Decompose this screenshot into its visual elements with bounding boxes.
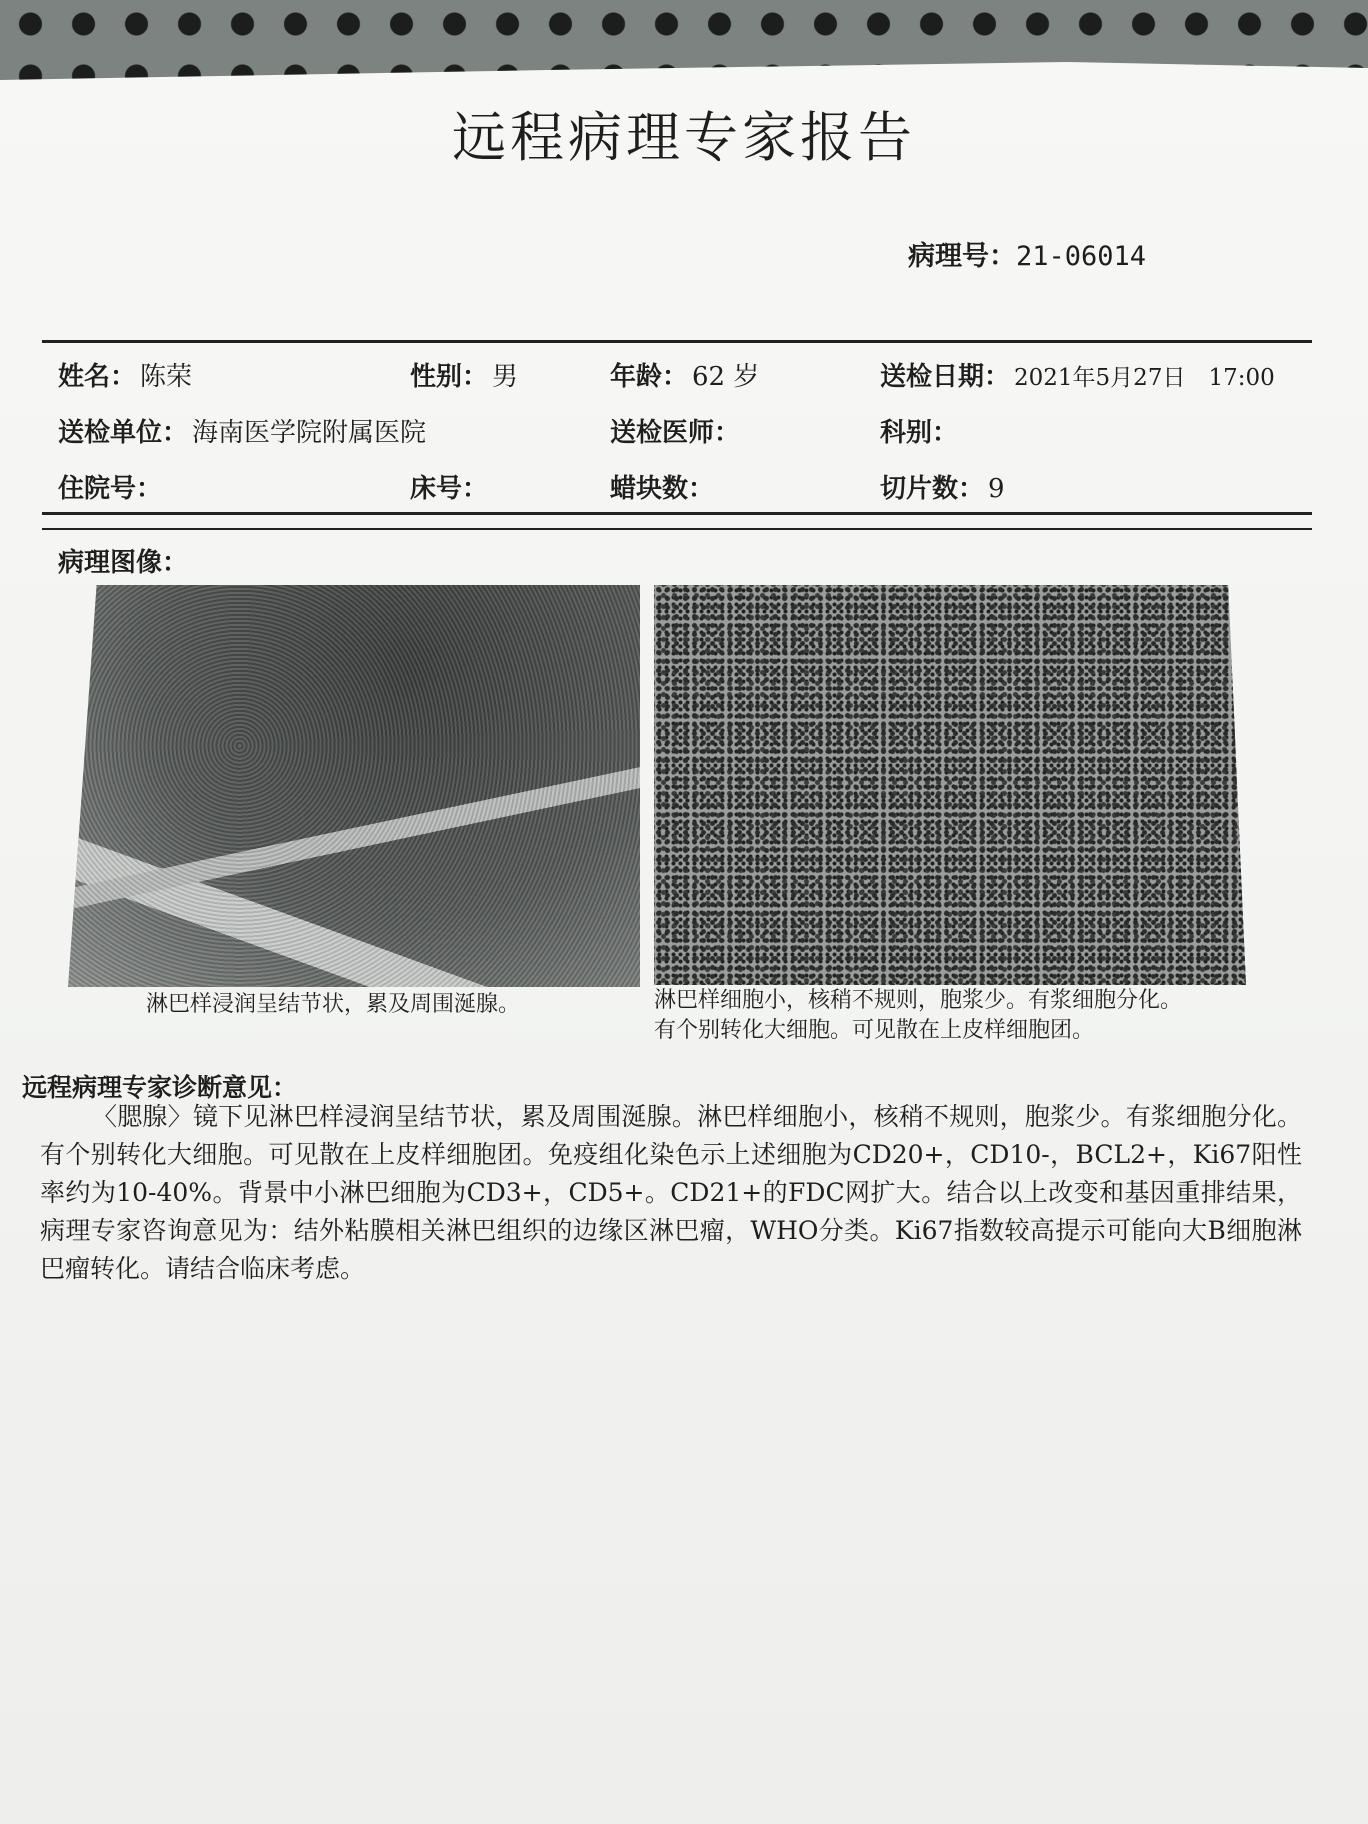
field-slides: [880, 468, 1005, 505]
field-blocks: [610, 468, 718, 505]
field-name-label: 姓名：: [58, 362, 137, 392]
field-doctor-label: 送检医师：: [610, 418, 741, 448]
field-unit-label: 送检单位：: [58, 418, 189, 448]
header-rule-top: [42, 340, 1312, 343]
header-rule-middle: [42, 512, 1312, 515]
pathology-number: [908, 234, 1146, 273]
right-image-caption-line2: 有个别转化大细胞。可见散在上皮样细胞团。: [654, 1018, 1095, 1043]
field-age-value: 62 岁: [692, 362, 760, 392]
field-date: [880, 356, 1275, 393]
field-inpatient: [58, 468, 166, 505]
field-bed-label: 床号：: [410, 474, 489, 504]
header-rule-bottom: [42, 528, 1312, 530]
field-age: [610, 356, 759, 393]
diagnosis-heading: 远程病理专家诊断意见：: [22, 1073, 298, 1102]
micrograph-low-power: [68, 585, 640, 987]
left-image-caption: 淋巴样浸润呈结节状，累及周围涎腺。: [146, 992, 521, 1017]
field-doctor: [610, 412, 744, 449]
field-sex-value: 男: [492, 362, 519, 392]
field-bed: [410, 468, 492, 505]
field-inpatient-label: 住院号：: [58, 474, 163, 504]
field-blocks-label: 蜡块数：: [610, 474, 715, 504]
diagnosis-text: 〈腮腺〉镜下见淋巴样浸润呈结节状，累及周围涎腺。淋巴样细胞小，核稍不规则，胞浆少。有浆细胞分化。有个别转化大细胞。可见散在上皮样细胞团。免疫组化染色示上述细胞为CD20+，CD10-，BCL2+，Ki67阳性率约为10-40%。背景中小淋巴细胞为CD3+，CD5+。CD21+的FDC网扩大。结合以上改变和基因重排结果，病理专家咨询意见为：结外粘膜相关淋巴组织的边缘区淋巴瘤，WHO分类。Ki67指数较高提示可能向大B细胞淋巴瘤转化。请结合临床考虑。: [40, 1102, 1302, 1283]
field-dept: [880, 412, 962, 449]
field-sex: [410, 356, 518, 393]
field-date-value: 2021年5月27日 17:00: [1014, 365, 1275, 391]
field-slides-value: 9: [988, 474, 1005, 504]
field-sex-label: 性别：: [410, 362, 489, 392]
field-name: [58, 356, 192, 393]
pathology-number-value: 21-06014: [1016, 241, 1147, 272]
field-date-label: 送检日期：: [880, 362, 1011, 392]
field-unit-value: 海南医学院附属医院: [192, 418, 427, 448]
field-name-value: 陈荣: [140, 362, 193, 392]
pathology-number-label: 病理号：: [908, 241, 1016, 272]
images-heading: 病理图像：: [58, 548, 189, 578]
field-dept-label: 科别：: [880, 418, 959, 448]
field-age-label: 年龄：: [610, 362, 689, 392]
micrograph-high-power: [654, 585, 1246, 985]
right-image-caption-line1: 淋巴样细胞小，核稍不规则，胞浆少。有浆细胞分化。: [654, 988, 1183, 1013]
field-unit: [58, 412, 426, 449]
report-title: 远程病理专家报告: [452, 106, 916, 169]
field-slides-label: 切片数：: [880, 474, 985, 504]
